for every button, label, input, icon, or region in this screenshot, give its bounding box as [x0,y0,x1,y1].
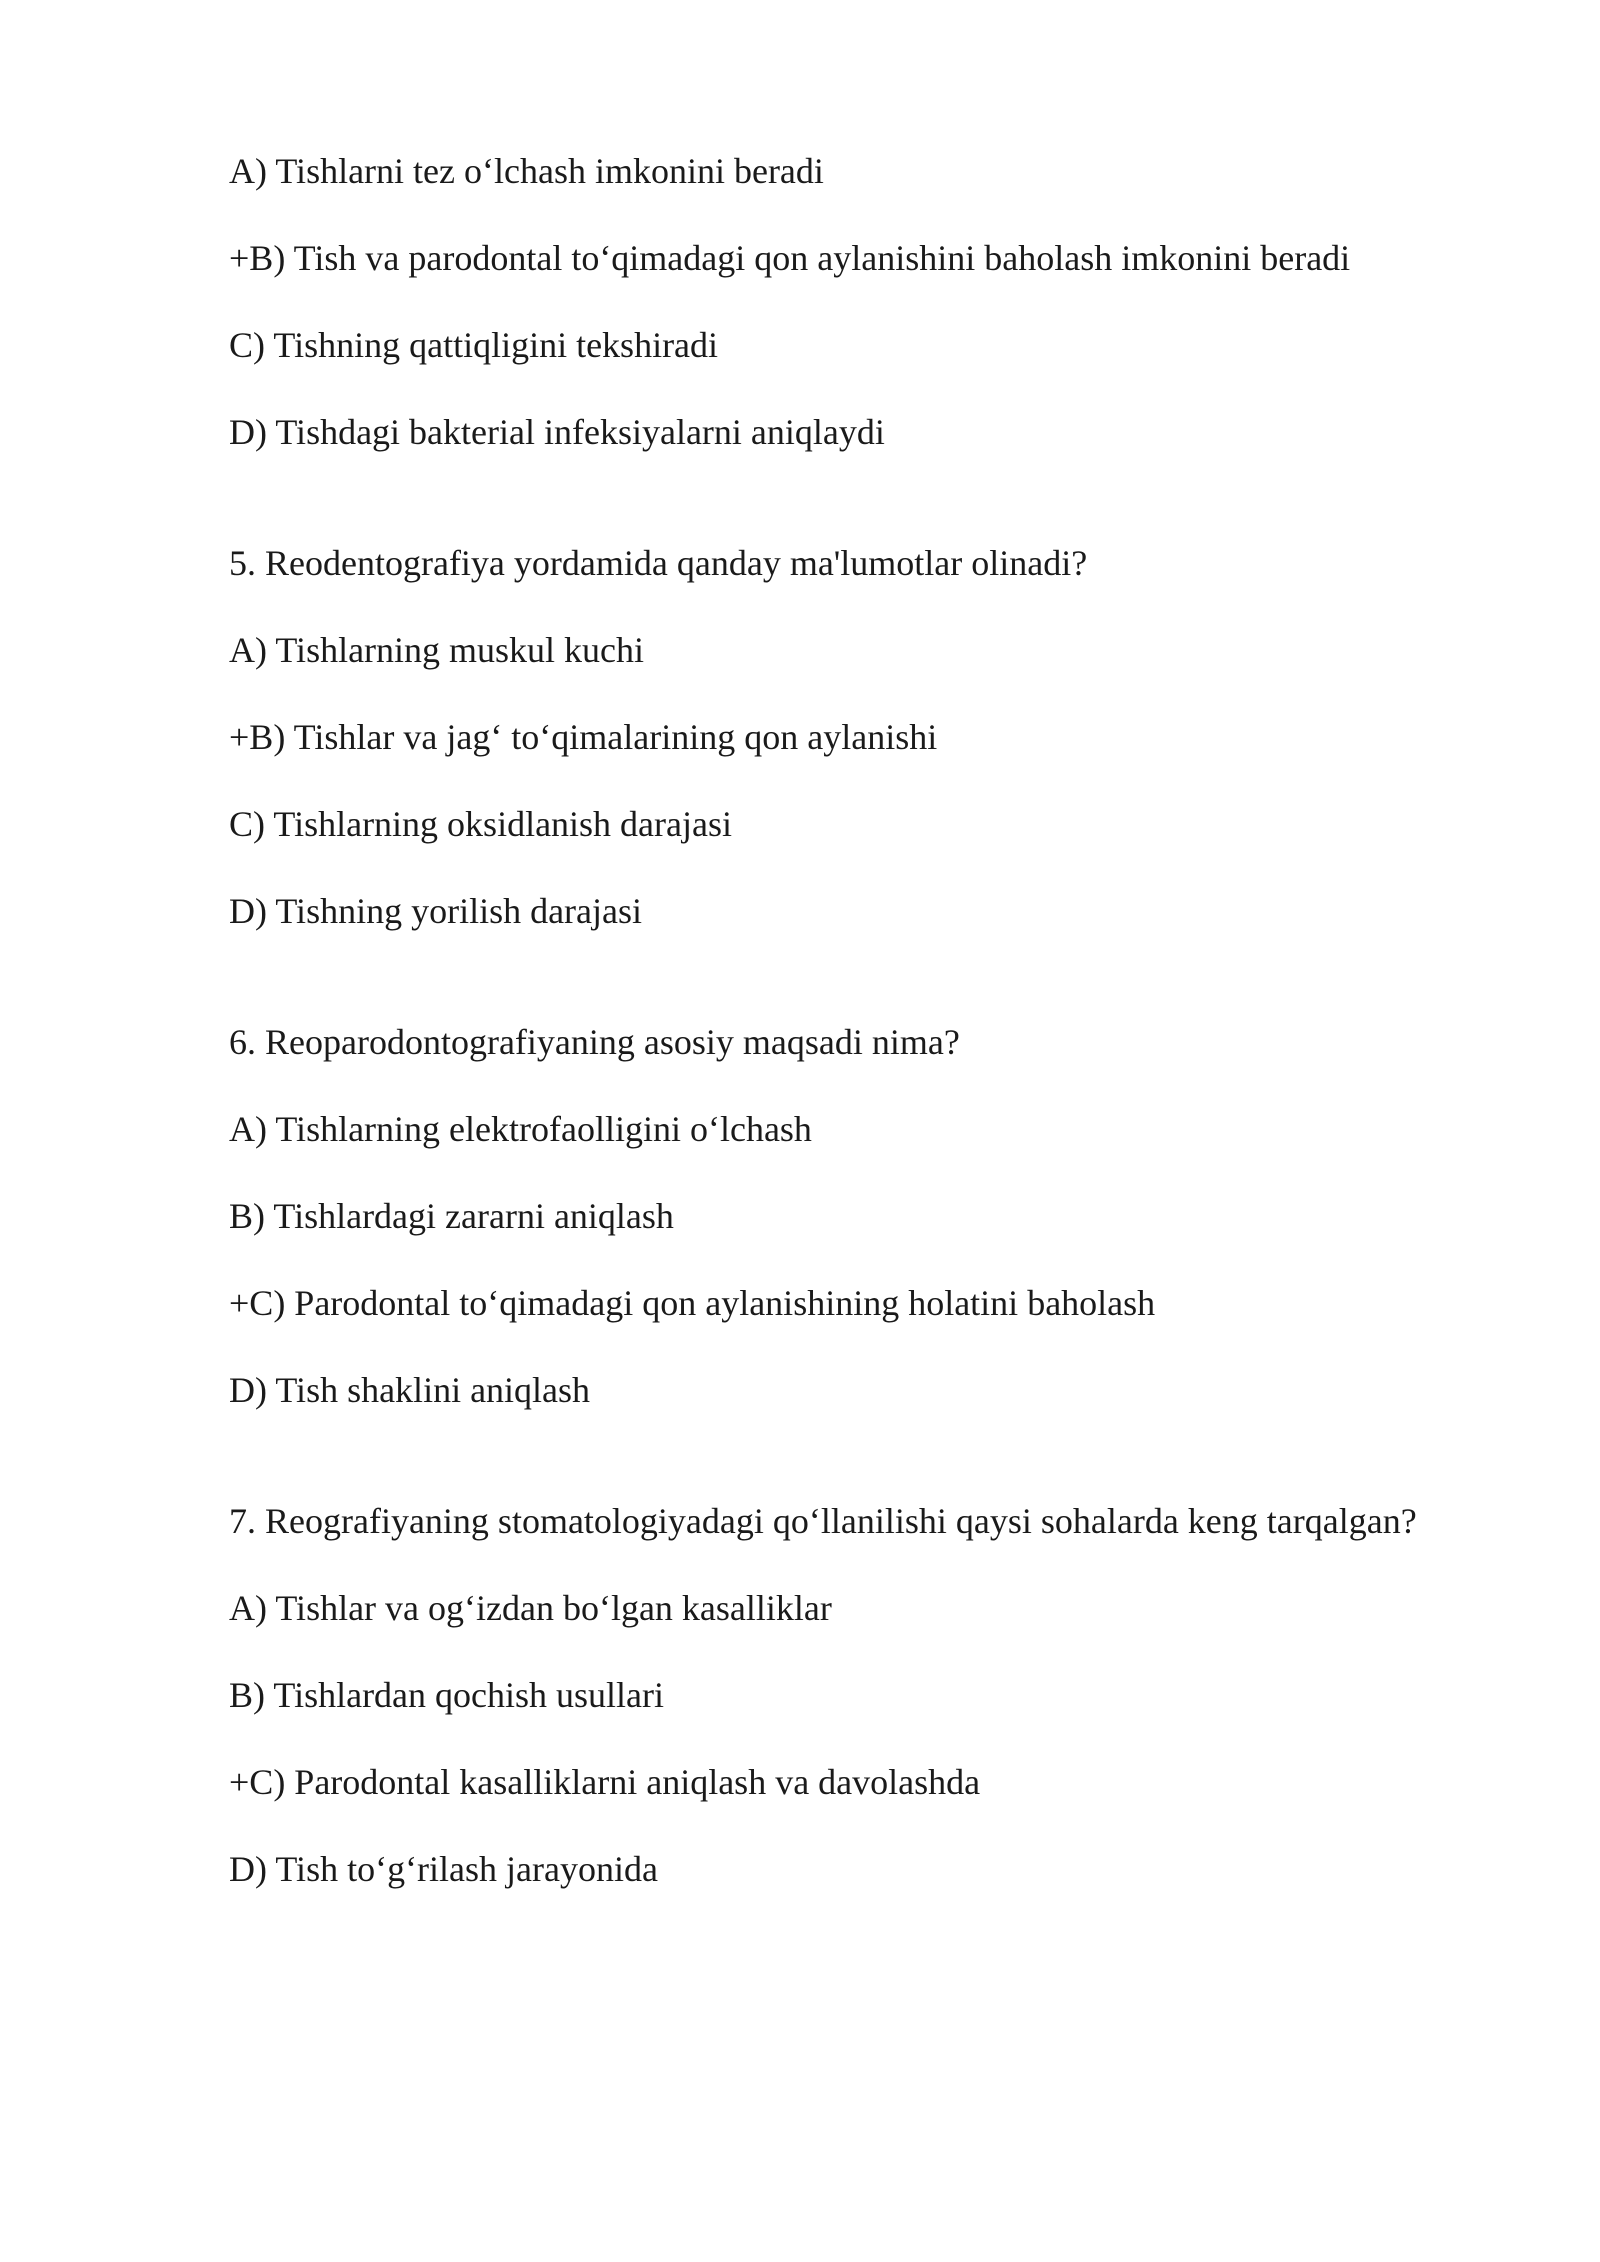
question-block-5 [229,541,1559,933]
question-text: 5. Reodentografiya yordamida qanday ma'lumotlar olinadi? [229,543,1088,583]
option-c: C) Tishning qattiqligini tekshiradi [229,325,719,365]
quiz-content [229,149,1559,1891]
option-c-correct: +C) Parodontal to‘qimadagi qon aylanishining holatini baholash [229,1283,1156,1323]
question-block-7 [229,1499,1559,1891]
option-a: A) Tishlarning elektrofaolligini o‘lchash [229,1109,812,1149]
option-b: B) Tishlardan qochish usullari [229,1675,665,1715]
option-a: A) Tishlarning muskul kuchi [229,630,645,670]
option-d: D) Tish to‘g‘rilash jarayonida [229,1849,658,1889]
option-c-correct: +C) Parodontal kasalliklarni aniqlash va davolashda [229,1762,981,1802]
option-d: D) Tish shaklini aniqlash [229,1370,591,1410]
option-a: A) Tishlarni tez o‘lchash imkonini beradi [229,151,824,191]
question-text: 7. Reografiyaning stomatologiyadagi qo‘llanilishi qaysi sohalarda keng tarqalgan? [229,1501,1417,1541]
option-d: D) Tishning yorilish darajasi [229,891,643,931]
option-a: A) Tishlar va og‘izdan bo‘lgan kasalliklar [229,1588,832,1628]
option-b: B) Tishlardagi zararni aniqlash [229,1196,674,1236]
option-b-correct: +B) Tish va parodontal to‘qimadagi qon aylanishini baholash imkonini beradi [229,238,1351,278]
option-d: D) Tishdagi bakterial infeksiyalarni aniqlaydi [229,412,885,452]
option-c: C) Tishlarning oksidlanish darajasi [229,804,732,844]
question-block-6 [229,1020,1559,1412]
option-b-correct: +B) Tishlar va jag‘ to‘qimalarining qon aylanishi [229,717,938,757]
question-text: 6. Reoparodontografiyaning asosiy maqsadi nima? [229,1022,960,1062]
question-block-4-continued [229,149,1559,454]
